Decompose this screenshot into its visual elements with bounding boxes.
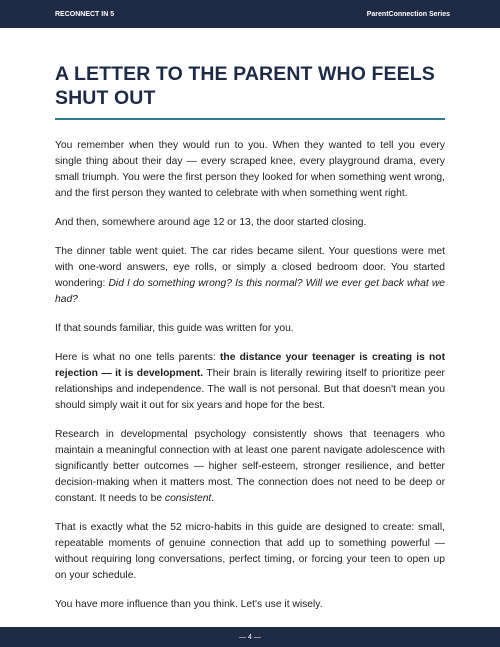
page-title: A LETTER TO THE PARENT WHO FEELS SHUT OUT xyxy=(55,63,435,109)
paragraph-3 xyxy=(55,244,445,308)
paragraph-8: You have more influence than you think. Let's use it wisely. xyxy=(55,599,323,610)
paragraph-5-lead: Here is what no one tells parents: xyxy=(55,352,220,363)
letter-body xyxy=(55,138,445,613)
paragraph-7: That is exactly what the 52 micro-habits in this guide are designed to create: small, repeatable moments of genuine connection that add up to something powerful — without requiring long conversations, perfect timing, or forcing your teen to open up on your schedule. xyxy=(55,522,445,581)
header-series-name: ParentConnection Series xyxy=(366,10,450,18)
page-content xyxy=(55,62,445,626)
paragraph-4: If that sounds familiar, this guide was written for you. xyxy=(55,323,294,334)
header-bar xyxy=(0,0,500,28)
paragraph-3-italic-questions: Did I do something wrong? Is this normal? Will we ever get back what we had? xyxy=(55,278,446,305)
paragraph-6-end: . xyxy=(211,493,215,504)
paragraph-6-text: Research in developmental psychology consistently shows that teenagers who maintain a meaningful connection with at least one parent navigate adolescence with significantly better outcomes — higher self-esteem, stronger resilience, and better decision-making when it matters most. The connection does not need to be deep or constant. It needs to be xyxy=(55,429,445,504)
footer-bar xyxy=(0,627,500,647)
paragraph-6 xyxy=(55,427,445,507)
paragraph-5-rest: Their brain is literally rewiring itself to prioritize peer relationships and independence. The wall is not personal. But that doesn't mean you should simply wait it out for six years and hope for the best. xyxy=(55,368,445,411)
paragraph-5 xyxy=(55,350,445,414)
paragraph-5-bold-statement: the distance your teenager is creating is not rejection — it is development. xyxy=(55,352,445,379)
paragraph-2: And then, somewhere around age 12 or 13, the door started closing. xyxy=(55,217,367,228)
paragraph-1: You remember when they would run to you. When they wanted to tell you every single thing about their day — every scraped knee, every playground drama, every small triumph. You were the first person they looked for when something went wrong, and the first person they wanted to celebrate with when something went right. xyxy=(55,140,445,199)
page-number: — 4 — xyxy=(239,633,261,641)
header-book-title: RECONNECT IN 5 xyxy=(55,10,115,18)
title-divider xyxy=(55,118,445,120)
paragraph-6-italic-word: consistent xyxy=(164,493,212,504)
paragraph-3-text: The dinner table went quiet. The car rides became silent. Your questions were met with one-word answers, eye rolls, or simply a closed bedroom door. You started wondering: xyxy=(55,246,445,289)
